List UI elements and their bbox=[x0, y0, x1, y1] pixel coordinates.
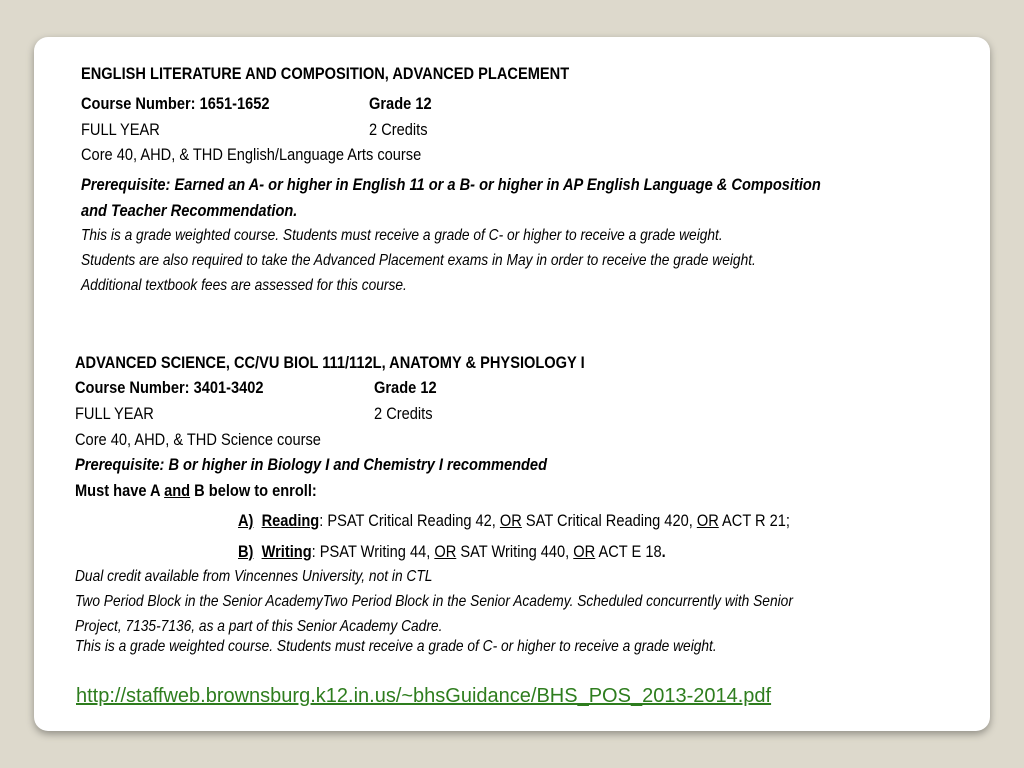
req-b-label: Writing bbox=[261, 542, 312, 561]
requirement-a: A) Reading: PSAT Critical Reading 42, OR SAT Critical Reading 420, OR ACT R 21; bbox=[238, 511, 790, 530]
course1-note2: Students are also required to take the Advanced Placement exams in May in order to receive the grade weight. bbox=[81, 252, 756, 269]
course2-grade: Grade 12 bbox=[374, 378, 437, 397]
req-b-marker: B) bbox=[238, 542, 254, 561]
and-underlined: and bbox=[164, 481, 191, 500]
requirement-b: B) Writing: PSAT Writing 44, OR SAT Writing 440, OR ACT E 18. bbox=[238, 542, 666, 561]
course2-block-line1: Two Period Block in the Senior AcademyTwo Period Block in the Senior Academy. Scheduled concurrently with Senior bbox=[75, 593, 793, 610]
course2-dual-credit: Dual credit available from Vincennes University, not in CTL bbox=[75, 568, 433, 585]
course2-prereq: Prerequisite: B or higher in Biology I and Chemistry I recommended bbox=[75, 455, 548, 474]
req-a-label: Reading bbox=[261, 511, 320, 530]
course2-core: Core 40, AHD, & THD Science course bbox=[75, 430, 321, 449]
course2-credits: 2 Credits bbox=[374, 404, 433, 423]
cut-off-line: This is a grade weighted course. Students must receive a grade of C- or higher to receive a grade weight. bbox=[75, 638, 717, 655]
course1-note3: Additional textbook fees are assessed for this course. bbox=[81, 277, 407, 294]
course2-title: ADVANCED SCIENCE, CC/VU BIOL 111/112L, ANATOMY & PHYSIOLOGY I bbox=[75, 353, 585, 372]
course1-title: ENGLISH LITERATURE AND COMPOSITION, ADVANCED PLACEMENT bbox=[81, 64, 570, 83]
slide-card bbox=[34, 37, 990, 731]
course2-number: Course Number: 3401-3402 bbox=[75, 378, 264, 397]
course1-prereq-line2: and Teacher Recommendation. bbox=[81, 201, 298, 220]
course1-duration: FULL YEAR bbox=[81, 120, 160, 139]
course1-prereq-line1: Prerequisite: Earned an A- or higher in English 11 or a B- or higher in AP English Language & Composition bbox=[81, 175, 821, 194]
course1-number: Course Number: 1651-1652 bbox=[81, 94, 270, 113]
source-link[interactable]: http://staffweb.brownsburg.k12.in.us/~bhsGuidance/BHS_POS_2013-2014.pdf bbox=[76, 685, 772, 707]
course2-must-have: Must have A and B below to enroll: bbox=[75, 481, 317, 500]
course-document-image bbox=[67, 37, 967, 655]
course1-core: Core 40, AHD, & THD English/Language Arts course bbox=[81, 145, 422, 164]
course1-credits: 2 Credits bbox=[369, 120, 428, 139]
course2-block-line2: Project, 7135-7136, as a part of this Senior Academy Cadre. bbox=[75, 618, 443, 635]
course2-duration: FULL YEAR bbox=[75, 404, 154, 423]
course1-note1: This is a grade weighted course. Students must receive a grade of C- or higher to receive a grade weight. bbox=[81, 227, 723, 244]
course1-grade: Grade 12 bbox=[369, 94, 432, 113]
req-a-marker: A) bbox=[238, 511, 254, 530]
